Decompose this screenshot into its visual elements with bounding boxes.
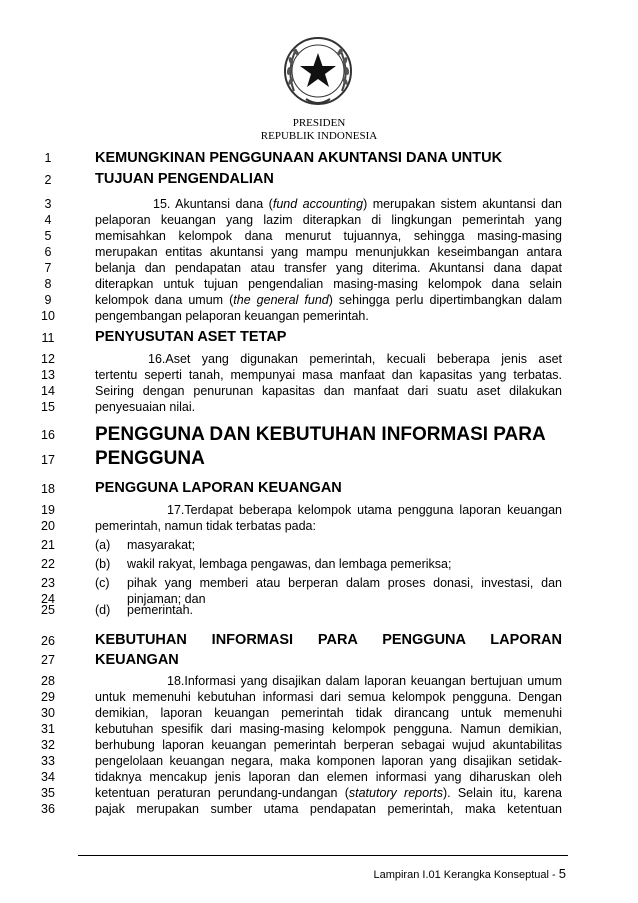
line-number: 20	[41, 519, 55, 533]
paragraph-line: 16.Aset yang digunakan pemerintah, kecuali beberapa jenis aset	[148, 352, 562, 366]
paragraph-line: penyesuaian nilai.	[95, 400, 196, 414]
line-number: 33	[41, 754, 55, 768]
line-number: 16	[41, 428, 55, 442]
list-item-marker: (c)	[95, 576, 110, 590]
section-heading: KEUANGAN	[95, 652, 179, 668]
line-number: 19	[41, 503, 55, 517]
line-number: 30	[41, 706, 55, 720]
paragraph-line: kelompok dana umum (the general fund) sehingga perlu dipertimbangkan dalam	[95, 293, 562, 307]
paragraph-line: memisahkan kelompok dana menurut tujuannya, sehingga masing-masing	[95, 229, 562, 243]
chapter-heading: PENGGUNA DAN KEBUTUHAN INFORMASI PARA	[95, 424, 546, 445]
line-number: 25	[41, 603, 55, 617]
list-item: pihak yang memberi atau berperan dalam proses donasi, investasi, dan	[127, 576, 562, 590]
paragraph-line: pemerintah, namun tidak terbatas pada:	[95, 519, 316, 533]
paragraph-line: tidaknya mencakup jenis laporan dan elemen informasi yang diharuskan oleh	[95, 770, 562, 784]
paragraph-line: ketentuan peraturan perundang-undangan (statutory reports). Selain itu, karena	[95, 786, 562, 800]
paragraph-line: pelaporan keuangan yang lazim diterapkan di lingkungan pemerintah yang	[95, 213, 562, 227]
list-item: pinjaman; dan	[127, 592, 206, 606]
line-number: 5	[44, 229, 52, 243]
paragraph-line: 15. Akuntansi dana (fund accounting) merupakan sistem akuntansi dan	[153, 197, 563, 211]
line-number: 4	[44, 213, 52, 227]
line-number: 3	[44, 197, 52, 211]
paragraph-line: 17.Terdapat beberapa kelompok utama pengguna laporan keuangan	[167, 503, 562, 517]
line-number: 1	[44, 151, 52, 165]
line-number: 15	[41, 400, 55, 414]
line-number: 6	[44, 245, 52, 259]
line-number: 34	[41, 770, 55, 784]
line-number: 18	[41, 482, 55, 496]
footer-label: Lampiran I.01 Kerangka Konseptual -	[373, 869, 556, 881]
line-number: 17	[41, 453, 55, 467]
footer-divider	[78, 855, 568, 856]
line-number: 7	[44, 261, 52, 275]
line-number: 29	[41, 690, 55, 704]
paragraph-line: kebutuhan spesifik dari masing-masing kelompok pengguna. Namun demikian,	[95, 722, 562, 736]
line-number: 22	[41, 557, 55, 571]
section-heading: KEMUNGKINAN PENGGUNAAN AKUNTANSI DANA UNTUK	[95, 150, 503, 166]
section-heading: TUJUAN PENGENDALIAN	[95, 171, 274, 187]
line-number: 35	[41, 786, 55, 800]
list-item: masyarakat;	[127, 538, 196, 552]
line-number: 27	[41, 653, 55, 667]
page-footer	[373, 866, 566, 881]
paragraph-line: berhubung laporan keuangan pemerintah berperan sebagai wujud akuntabilitas	[95, 738, 562, 752]
paragraph-line: pajak merupakan sumber utama pendapatan pemerintah, maka ketentuan	[95, 802, 562, 816]
paragraph-line: pengembangan pelaporan keuangan pemerintah.	[95, 309, 369, 323]
list-item: pemerintah.	[127, 603, 194, 617]
header-line-presiden: PRESIDEN	[292, 117, 346, 129]
line-number: 23	[41, 576, 55, 590]
list-item-marker: (b)	[95, 557, 111, 571]
line-number: 36	[41, 802, 55, 816]
line-number: 24	[41, 592, 55, 606]
line-number: 21	[41, 538, 55, 552]
paragraph-line: belanja dan pendapatan atau transfer yang diterima. Akuntansi dana dapat	[95, 261, 562, 275]
line-number: 10	[41, 309, 55, 323]
paragraph-line: untuk memenuhi kebutuhan informasi dari semua kelompok pengguna. Dengan	[95, 690, 562, 704]
section-heading: KEBUTUHAN INFORMASI PARA PENGGUNA LAPORAN	[95, 632, 562, 648]
line-number: 14	[41, 384, 55, 398]
line-number: 9	[44, 293, 52, 307]
paragraph-line: 18.Informasi yang disajikan dalam laporan keuangan bertujuan umum	[167, 674, 562, 688]
chapter-heading: PENGGUNA	[95, 448, 205, 469]
line-number: 32	[41, 738, 55, 752]
line-number: 26	[41, 634, 55, 648]
page-number: 5	[558, 866, 566, 881]
list-item-marker: (a)	[95, 538, 111, 552]
line-number: 31	[41, 722, 55, 736]
presidential-emblem-icon	[280, 33, 356, 113]
paragraph-line: tertentu seperti tanah, mempunyai masa manfaat dan kapasitas yang terbatas.	[95, 368, 562, 382]
list-item: wakil rakyat, lembaga pengawas, dan lembaga pemeriksa;	[127, 557, 452, 571]
section-heading: PENYUSUTAN ASET TETAP	[95, 329, 287, 345]
paragraph-line: Seiring dengan penurunan kapasitas dan manfaat dari suatu aset dilakukan	[95, 384, 562, 398]
paragraph-line: diterapkan untuk tujuan pengendalian masing-masing kelompok dana selain	[95, 277, 562, 291]
line-number: 28	[41, 674, 55, 688]
header-line-republik: REPUBLIK INDONESIA	[260, 130, 378, 142]
paragraph-line: pengelolaan keuangan negara, maka komponen laporan yang disajikan setidak-	[95, 754, 562, 768]
line-number: 11	[41, 331, 55, 345]
line-number: 8	[44, 277, 52, 291]
line-number: 13	[41, 368, 55, 382]
paragraph-line: merupakan entitas akuntansi yang mampu menunjukkan keseimbangan antara	[95, 245, 562, 259]
paragraph-line: demikian, laporan keuangan pemerintah tidak dirancang untuk memenuhi	[95, 706, 562, 720]
section-heading: PENGGUNA LAPORAN KEUANGAN	[95, 480, 342, 496]
list-item-marker: (d)	[95, 603, 111, 617]
line-number: 12	[41, 352, 55, 366]
line-number: 2	[44, 173, 52, 187]
